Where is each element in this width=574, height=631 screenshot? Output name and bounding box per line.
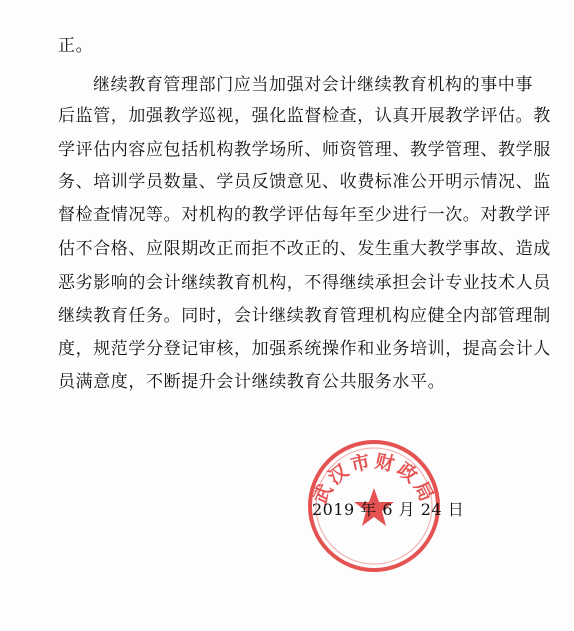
paragraph-line: 度，规范学分登记审核，加强系统操作和业务培训，提高会计人 — [58, 339, 551, 359]
paragraph-line: 后监管，加强教学巡视，强化监督检查，认真开展教学评估。教 — [58, 106, 551, 126]
paragraph-line: 估不合格、应限期改正而拒不改正的、发生重大教学事故、造成 — [58, 239, 551, 259]
paragraph-line: 恶劣影响的会计继续教育机构，不得继续承担会计专业技术人员 — [58, 273, 551, 293]
paragraph-line: 督检查情况等。对机构的教学评估每年至少进行一次。对教学评 — [58, 205, 551, 225]
paragraph-line: 正。 — [58, 36, 94, 56]
paragraph-line: 员满意度，不断提升会计继续教育公共服务水平。 — [58, 372, 446, 392]
svg-text:武汉市财政局: 武汉市财政局 — [309, 450, 439, 508]
document-date: 2019 年 6 月 24 日 — [312, 500, 465, 519]
paragraph-line: 继续教育任务。同时，会计继续教育管理机构应健全内部管理制 — [58, 306, 551, 326]
paragraph-line: 务、培训学员数量、学员反馈意见、收费标准公开明示情况、监 — [58, 172, 551, 192]
paragraph-line: 学评估内容应包括机构教学场所、师资管理、教学管理、教学服 — [58, 140, 551, 160]
paragraph-line: 继续教育管理部门应当加强对会计继续教育机构的事中事 — [93, 75, 533, 95]
